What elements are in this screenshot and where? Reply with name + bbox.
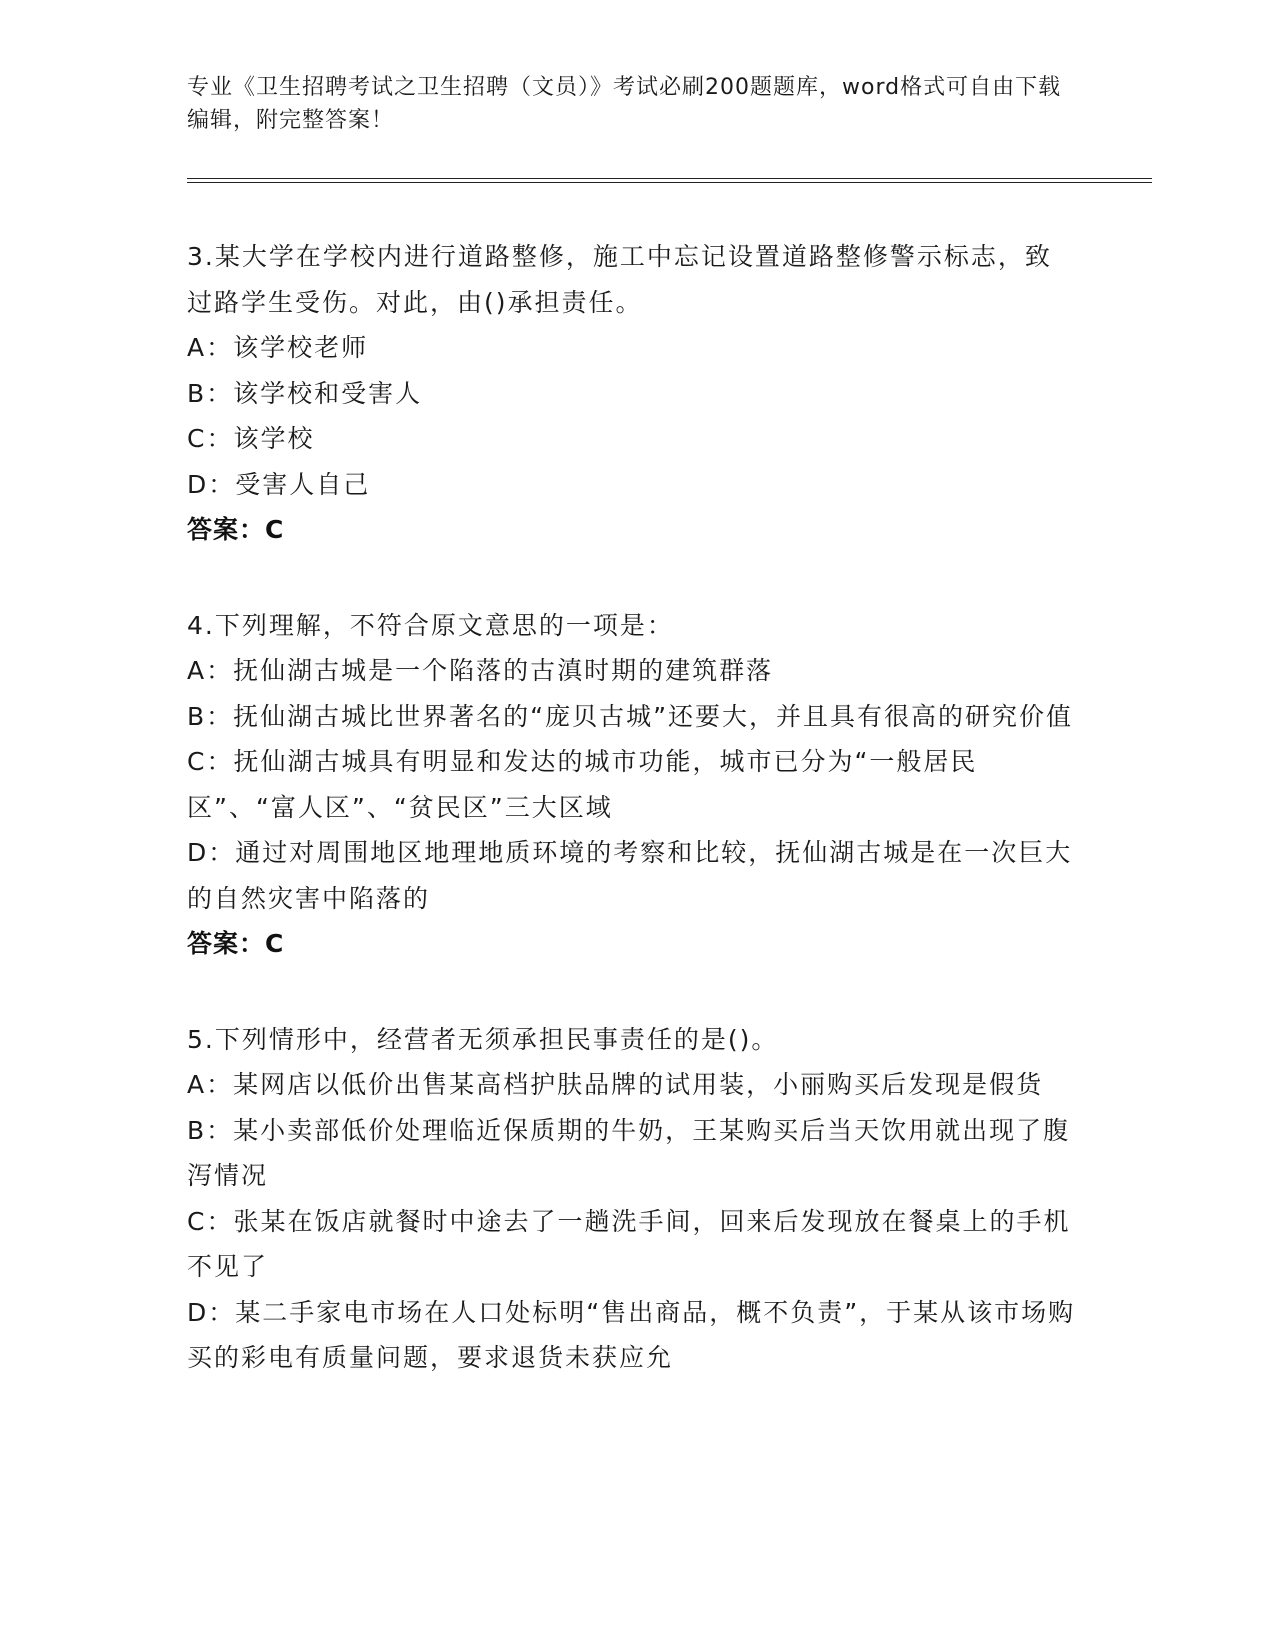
option-a: A：该学校老师 [187,333,369,362]
question-5 [187,1017,1077,1381]
option-d: D：某二手家电市场在人口处标明“售出商品，概不负责”，于某从该市场购买的彩电有质量问题，要求退货未获应允 [187,1297,1076,1372]
answer-label: 答案：C [187,929,285,958]
option-a: A：抚仙湖古城是一个陷落的古滇时期的建筑群落 [187,656,774,685]
option-c: C：张某在饭店就餐时中途去了一趟洗手间，回来后发现放在餐桌上的手机不见了 [187,1206,1071,1281]
option-b: B：某小卖部低价处理临近保质期的牛奶，王某购买后当天饮用就出现了腹泻情况 [187,1115,1071,1190]
question-stem: 5.下列情形中，经营者无须承担民事责任的是()。 [187,1024,779,1054]
option-d: D：通过对周围地区地理地质环境的考察和比较，抚仙湖古城是在一次巨大的自然灾害中陷落的 [187,838,1073,913]
option-c: C：该学校 [187,424,315,453]
question-3 [187,234,1077,553]
option-a: A：某网店以低价出售某高档护肤品牌的试用装，小丽购买后发现是假货 [187,1070,1044,1099]
header-rule-top [187,178,1152,179]
document-header [187,71,1067,137]
question-stem: 3.某大学在学校内进行道路整修，施工中忘记设置道路整修警示标志，致过路学生受伤。对此，由()承担责任。 [187,242,1052,317]
option-b: B：该学校和受害人 [187,378,423,408]
question-stem: 4.下列理解，不符合原文意思的一项是： [187,610,674,640]
option-d: D：受害人自己 [187,469,371,499]
question-list [187,234,1077,1431]
header-text: 专业《卫生招聘考试之卫生招聘（文员）》考试必刷200题题库，word格式可自由下载编辑，附完整答案！ [187,75,1062,133]
header-rule-bottom [187,182,1152,183]
question-4 [187,603,1077,967]
option-c: C：抚仙湖古城具有明显和发达的城市功能，城市已分为“一般居民区”、“富人区”、“贫民区”三大区域 [187,747,978,822]
answer-label: 答案：C [187,515,285,544]
option-b: B：抚仙湖古城比世界著名的“庞贝古城”还要大，并且具有很高的研究价值 [187,701,1074,731]
